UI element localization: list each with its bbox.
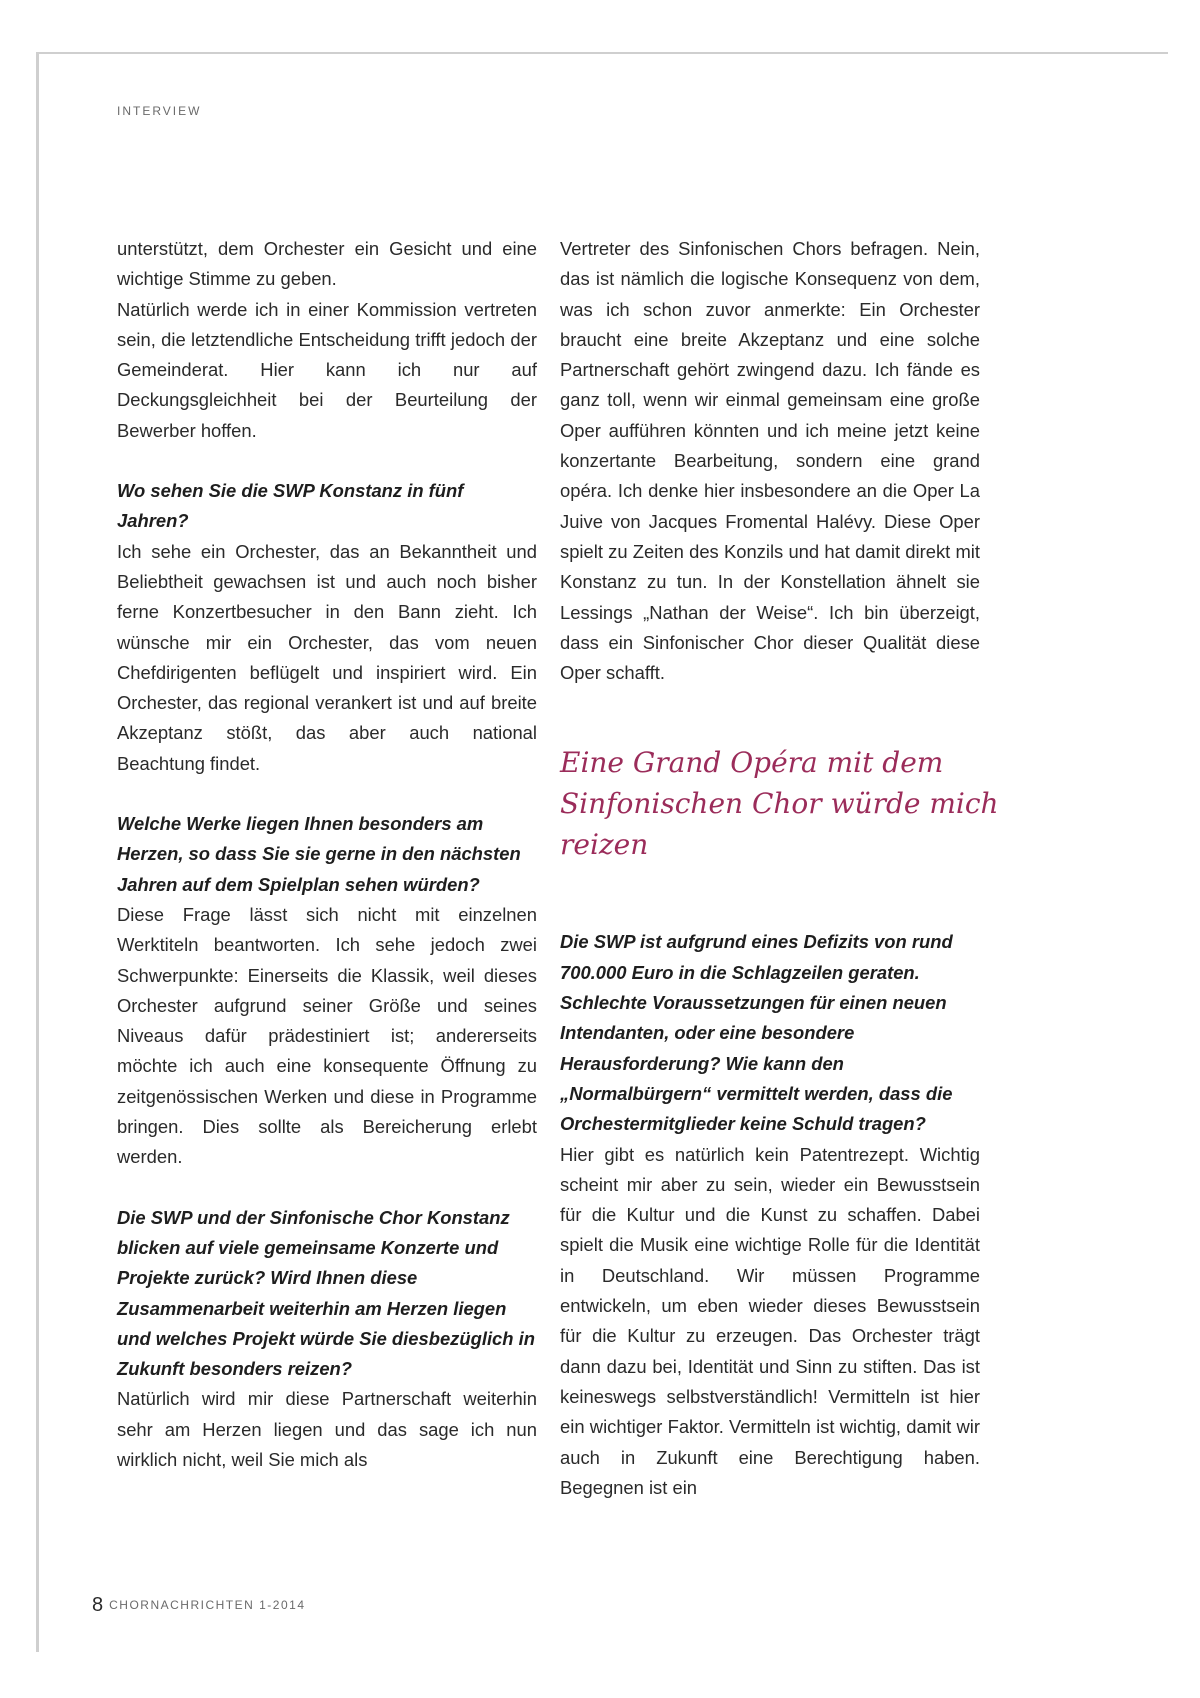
interview-question: Die SWP ist aufgrund eines Defizits von rund 700.000 Euro in die Schlagzeilen geraten. Schlechte Voraussetzungen für einen neuen Intendanten, oder eine besondere Herausforderung? Wie kann den „Normalbürgern“ vermittelt werden, dass die Orchestermitglieder keine Schuld tragen?: [560, 931, 953, 1135]
publication-name: CHORNACHRICHTEN 1-2014: [109, 1598, 306, 1612]
interview-question: Welche Werke liegen Ihnen besonders am Herzen, so dass Sie sie gerne in den nächsten Jahren auf dem Spielplan sehen würden?: [117, 813, 521, 895]
interview-question: Die SWP und der Sinfonische Chor Konstanz blicken auf viele gemeinsame Konzerte und Projekte zurück? Wird Ihnen diese Zusammenarbeit weiterhin am Herzen liegen und welches Projekt würde Sie diesbezüglich in Zukunft besonders reizen?: [117, 1206, 535, 1380]
interview-answer: Vertreter des Sinfonischen Chors befragen. Nein, das ist nämlich die logische Konsequenz von dem, was ich schon zuvor anmerkte: Ein Orchester braucht eine breite Akzeptanz und eine solche Partnerschaft gehört zwingend dazu. Ich fände es ganz toll, wenn wir einmal gemeinsam eine große Oper aufführen könnten und ich meine jetzt keine konzertante Bearbeitung, sondern eine grand opéra. Ich denke hier insbesondere an die Oper La Juive von Jacques Fromental Halévy. Diese Oper spielt zu Zeiten des Konzils und hat damit direkt mit Konstanz zu tun. In der Konstellation ähnelt sie Lessings „Nathan der Weise“. Ich bin überzeigt, dass ein Sinfonischer Chor dieser Qualität diese Oper schafft.: [560, 238, 980, 684]
page-number: 8: [92, 1594, 104, 1616]
paragraph: unterstützt, dem Orchester ein Gesicht und eine wichtige Stimme zu geben.: [117, 238, 537, 290]
left-column: [117, 234, 537, 1475]
interview-answer: Natürlich wird mir diese Partnerschaft weiterhin sehr am Herzen liegen und das sage ich nun wirklich nicht, weil Sie mich als: [117, 1388, 537, 1470]
page-top-rule: [36, 52, 1168, 54]
interview-answer: Hier gibt es natürlich kein Patentrezept. Wichtig scheint mir aber zu sein, wieder ein Bewusstsein für die Kultur und die Kunst zu schaffen. Dabei spielt die Musik eine wichtige Rolle für die Identität in Deutschland. Wir müssen Programme entwickeln, um eben wieder dieses Bewusstsein für die Kultur zu erzeugen. Das Orchester trägt dann dazu bei, Identität und Sinn zu stiften. Das ist keineswegs selbstverständlich! Vermitteln ist hier ein wichtiger Faktor. Vermitteln ist wichtig, damit wir auch in Zukunft eine Berechtigung haben. Begegnen ist ein: [560, 1143, 980, 1498]
page-footer: [92, 1594, 306, 1617]
right-column: [560, 234, 999, 1503]
interview-answer: Ich sehe ein Orchester, das an Bekanntheit und Beliebtheit gewachsen ist und auch noch bisher ferne Konzertbesucher in den Bann zieht. Ich wünsche mir ein Orchester, das vom neuen Chefdirigenten beflügelt und inspiriert wird. Ein Orchester, das regional verankert ist und auf breite Akzeptanz stößt, das aber auch national Beachtung findet.: [117, 540, 537, 774]
page-left-rule: [36, 52, 39, 1652]
section-label: INTERVIEW: [117, 104, 202, 118]
interview-question: Wo sehen Sie die SWP Konstanz in fünf Jahren?: [117, 480, 464, 532]
pull-quote: Eine Grand Opéra mit dem Sinfonischen Chor würde mich reizen: [560, 746, 999, 862]
interview-answer: Diese Frage lässt sich nicht mit einzelnen Werktiteln beantworten. Ich sehe jedoch zwei Schwerpunkte: Einerseits die Klassik, weil dieses Orchester aufgrund seiner Größe und seines Niveaus dafür prädestiniert ist; andererseits möchte ich auch eine konsequente Öffnung zu zeitgenössischen Werken und diese in Programme bringen. Dies sollte als Bereicherung erlebt werden.: [117, 903, 537, 1168]
paragraph: Natürlich werde ich in einer Kommission vertreten sein, die letztendliche Entscheidung trifft jedoch der Gemeinderat. Hier kann ich nur auf Deckungsgleichheit bei der Beurteilung der Bewerber hoffen.: [117, 298, 537, 441]
